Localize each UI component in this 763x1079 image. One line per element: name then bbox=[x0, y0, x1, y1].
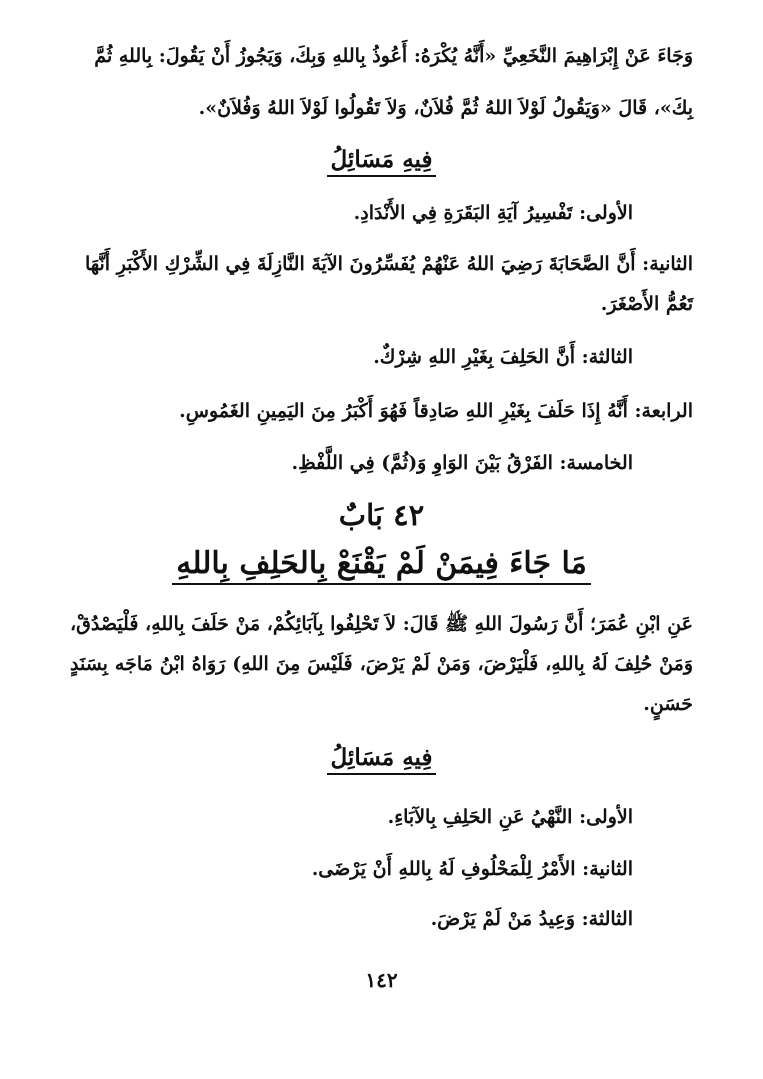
hadith-text: عَنِ ابْنِ عُمَرَ؛ أَنَّ رَسُولَ اللهِ ﷺ قَالَ: لاَ تَحْلِفُوا بِآبَائِكُمْ، مَنْ حَلَفَ بِاللهِ، فَلْيَصْدُقْ، وَمَنْ حُلِفَ لَهُ بِاللهِ، فَلْيَرْضَ، وَمَنْ لَمْ يَرْضَ، فَلَيْسَ مِنَ اللهِ) رَوَاهُ ابْنُ مَاجَه بِسَنَدٍ حَسَنٍ. bbox=[70, 613, 693, 715]
section-1-item-3: الثالثة: أَنَّ الحَلِفَ بِغَيْرِ اللهِ شِرْكٌ. bbox=[373, 346, 633, 368]
section-1-item-1: الأولى: تَفْسِيرُ آيَةِ البَقَرَةِ فِي الأَنْدَادِ. bbox=[353, 202, 633, 224]
section-1-item-2: الثانية: أَنَّ الصَّحَابَةَ رَضِيَ اللهُ عَنْهُمْ يُفَسِّرُونَ الآيَةَ النَّازِلَةَ فِي الشِّرْكِ الأَكْبَرِ أَنَّهَا تَعُمُّ الأَصْغَرَ. bbox=[84, 253, 693, 315]
section-1-heading bbox=[0, 146, 763, 173]
section-1-item-4: الرابعة: أَنَّهُ إِذَا حَلَفَ بِغَيْرِ اللهِ صَادِقاً فَهُوَ أَكْبَرُ مِنَ اليَمِينِ الغَمُوسِ. bbox=[179, 400, 693, 422]
chapter-title-text: مَا جَاءَ فِيمَنْ لَمْ يَقْنَعْ بِالحَلِفِ بِاللهِ bbox=[172, 546, 591, 585]
section-2-item-3: الثالثة: وَعِيدُ مَنْ لَمْ يَرْضَ. bbox=[430, 908, 633, 930]
chapter-title bbox=[0, 546, 763, 581]
section-2-heading bbox=[0, 744, 763, 771]
intro-line-1: وَجَاءَ عَنْ إِبْرَاهِيمَ النَّخَعِيِّ «أَنَّهُ يُكْرَهُ: أَعُوذُ بِاللهِ وَبِكَ، وَيَجُوزُ أَنْ يَقُولَ: بِاللهِ ثُمَّ bbox=[94, 45, 693, 67]
page-number: ١٤٢ bbox=[365, 968, 398, 992]
section-1-heading-text: فِيهِ مَسَائِلُ bbox=[327, 146, 437, 177]
section-1-item-5: الخامسة: الفَرْقُ بَيْنَ الوَاوِ وَ(ثُمَّ) فِي اللَّفْظِ. bbox=[291, 452, 633, 474]
section-2-heading-text: فِيهِ مَسَائِلُ bbox=[327, 744, 437, 775]
section-2-item-2: الثانية: الأَمْرُ لِلْمَحْلُوفِ لَهُ بِاللهِ أَنْ يَرْضَى. bbox=[311, 858, 633, 880]
intro-line-2: بِكَ»، قَالَ «وَيَقُولُ لَوْلاَ اللهُ ثُمَّ فُلاَنٌ، وَلاَ تَقُولُوا لَوْلاَ اللهُ وَفُلاَنٌ». bbox=[198, 97, 693, 119]
chapter-number: ٤٢ بَابٌ bbox=[338, 498, 425, 532]
section-2-item-1: الأولى: النَّهْيُ عَنِ الحَلِفِ بِالآبَاءِ. bbox=[387, 806, 633, 828]
